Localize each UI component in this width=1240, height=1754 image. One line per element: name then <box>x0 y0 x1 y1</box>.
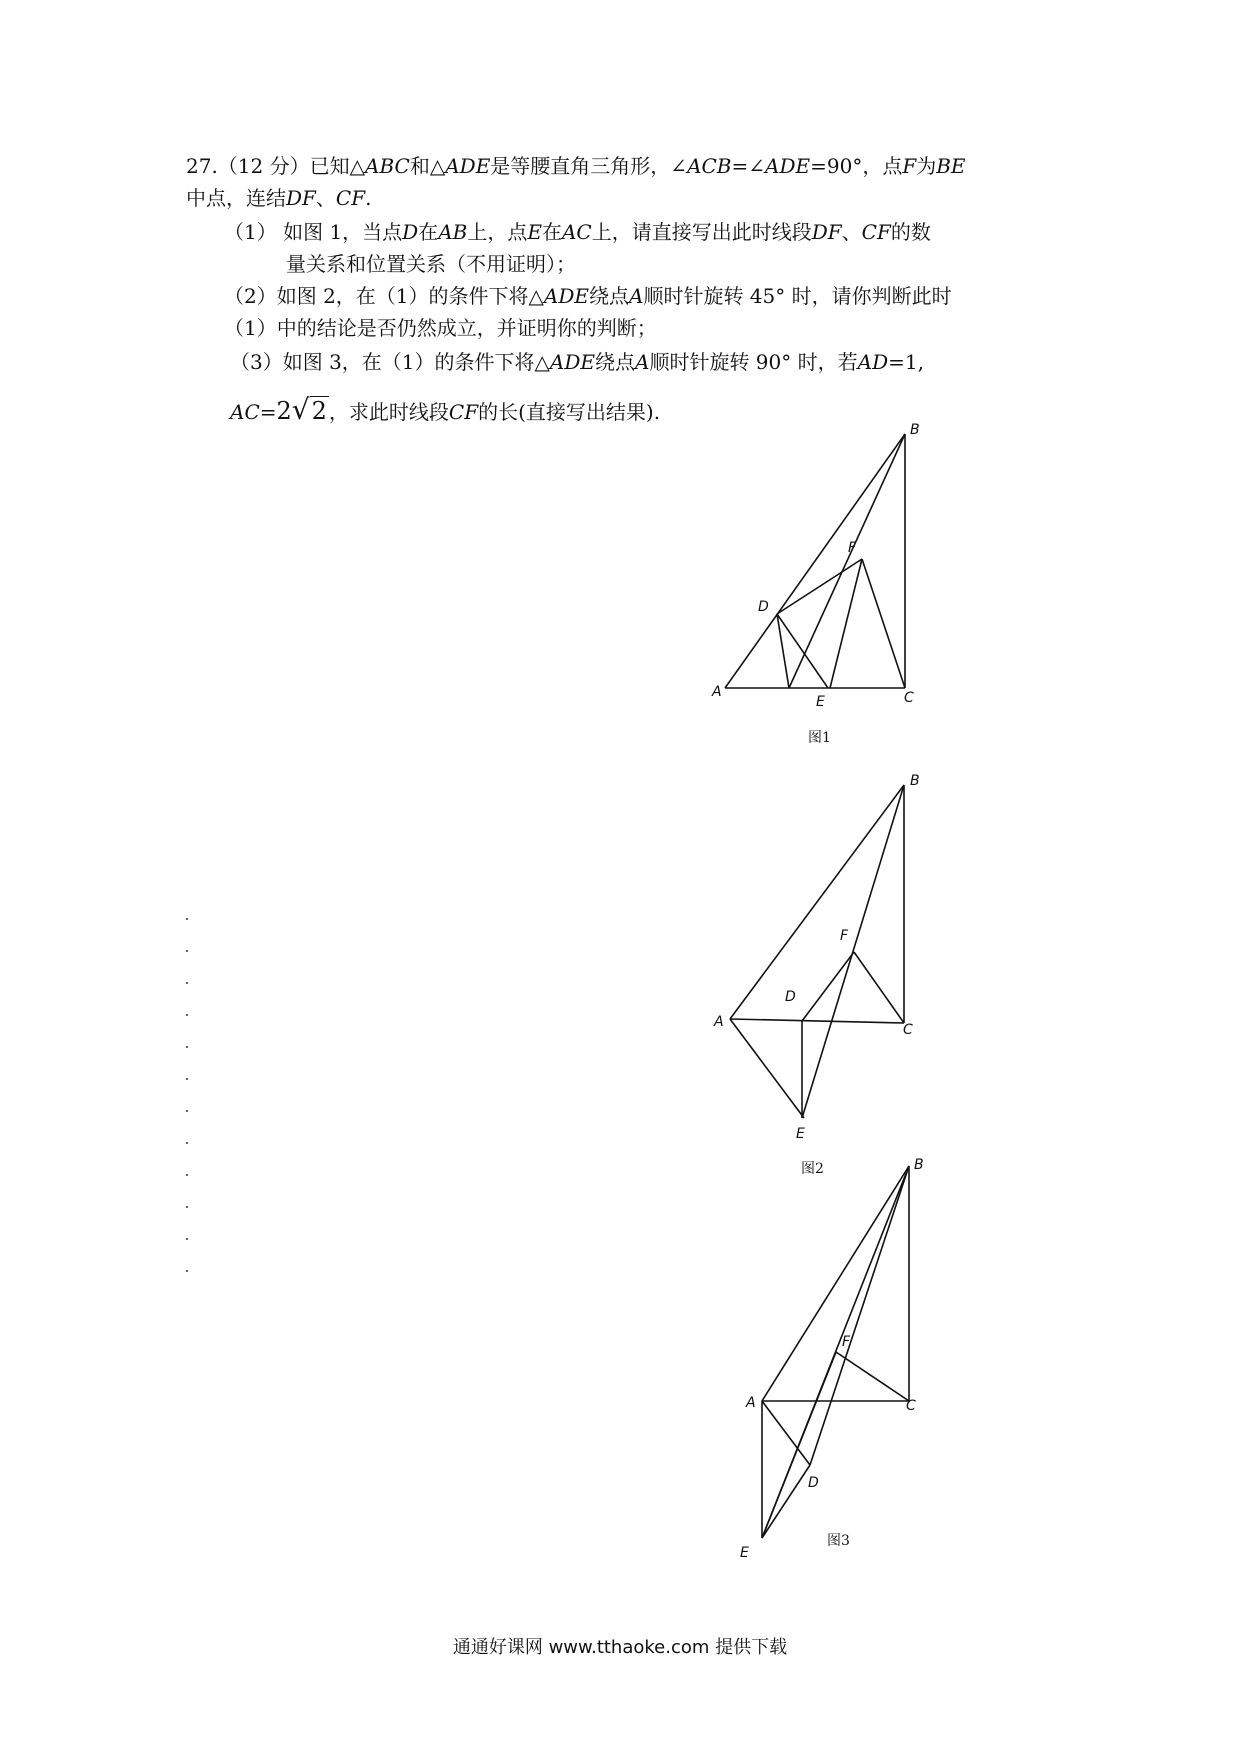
fig3-segment-cf <box>836 1352 909 1401</box>
fig1-segment-be <box>789 434 905 688</box>
radical-expression: 2√2 <box>276 393 327 426</box>
fig1-label-a: A <box>712 684 722 700</box>
problem-line-2: 中点，连结DF、CF. <box>186 186 372 210</box>
fig2-segment-be <box>802 785 904 1118</box>
fig1-segment-aux <box>777 614 828 688</box>
fig1-segment-cf <box>862 559 905 688</box>
fig2-label-b: B <box>910 773 920 789</box>
figure-3 <box>762 1166 909 1538</box>
fig2-segment-df <box>802 952 854 1021</box>
square-root: √2 <box>291 393 327 426</box>
dot <box>186 1078 188 1080</box>
question-1-line-1: （1） 如图 1，当点D在AB上，点E在AC上，请直接写出此时线段DF、CF的数 <box>224 220 931 244</box>
question-1-line-2: 量关系和位置关系（不用证明）； <box>286 252 576 276</box>
fig1-label-c: C <box>904 690 914 706</box>
dot <box>186 1174 188 1176</box>
dot <box>186 1238 188 1240</box>
fig3-label-a: A <box>746 1395 756 1411</box>
question-3-line-1: （3）如图 3，在（1）的条件下将△ADE绕点A顺时针旋转 90° 时，若AD=1, <box>230 350 924 374</box>
dot <box>186 1206 188 1208</box>
question-2-line-1: （2）如图 2，在（1）的条件下将△ADE绕点A顺时针旋转 45° 时，请你判断此时 <box>224 284 952 308</box>
fig1-label-b: B <box>910 422 920 438</box>
fig3-label-b: B <box>914 1157 924 1173</box>
fig2-label-e: E <box>796 1126 805 1142</box>
question-3-line-2: AC=2√2 ，求此时线段CF的长(直接写出结果). <box>230 393 661 426</box>
dot <box>186 1142 188 1144</box>
fig2-caption: 图2 <box>801 1161 824 1177</box>
dot <box>186 1270 188 1272</box>
fig3-label-f: F <box>842 1334 851 1350</box>
fig3-segment-bd <box>810 1166 909 1465</box>
problem-line-1: 27.（12 分）已知△ABC和△ADE是等腰直角三角形，∠ACB=∠ADE=90°，点F为BE <box>186 154 966 178</box>
fig1-label-f: F <box>848 540 857 556</box>
question-2-line-2: （1）中的结论是否仍然成立，并证明你的判断； <box>224 316 657 340</box>
fig2-label-f: F <box>840 928 849 944</box>
fig1-segment-df <box>777 559 862 614</box>
fig3-label-e: E <box>740 1545 749 1561</box>
fig2-segment-ac <box>730 1019 904 1023</box>
dot <box>186 1110 188 1112</box>
dot <box>186 918 188 920</box>
fig2-label-c: C <box>903 1022 913 1038</box>
fig1-segment-de <box>777 614 789 688</box>
page-footer: 通通好课网 www.tthaoke.com 提供下载 <box>452 1637 788 1658</box>
fig3-caption: 图3 <box>827 1533 850 1549</box>
fig1-segment-fe-aux <box>830 559 862 688</box>
fig1-label-d: D <box>758 599 769 615</box>
dot <box>186 982 188 984</box>
fig2-label-a: A <box>714 1014 724 1030</box>
fig3-segment-fe <box>762 1352 836 1538</box>
fig2-segment-cf <box>854 952 904 1023</box>
figure-1 <box>725 434 905 688</box>
figure-2 <box>730 785 904 1118</box>
fig3-label-c: C <box>906 1398 916 1414</box>
margin-dots <box>186 918 188 1302</box>
fig2-label-d: D <box>785 989 796 1005</box>
fig2-segment-ae <box>730 1019 804 1118</box>
fig1-segment-ab <box>725 434 905 688</box>
dot <box>186 1014 188 1016</box>
fig3-segment-ab <box>762 1166 909 1401</box>
dot <box>186 1046 188 1048</box>
dot <box>186 950 188 952</box>
fig2-segment-ab <box>730 785 904 1019</box>
fig3-label-d: D <box>808 1475 819 1491</box>
fig1-label-e: E <box>816 694 825 710</box>
fig1-caption: 图1 <box>808 730 831 746</box>
